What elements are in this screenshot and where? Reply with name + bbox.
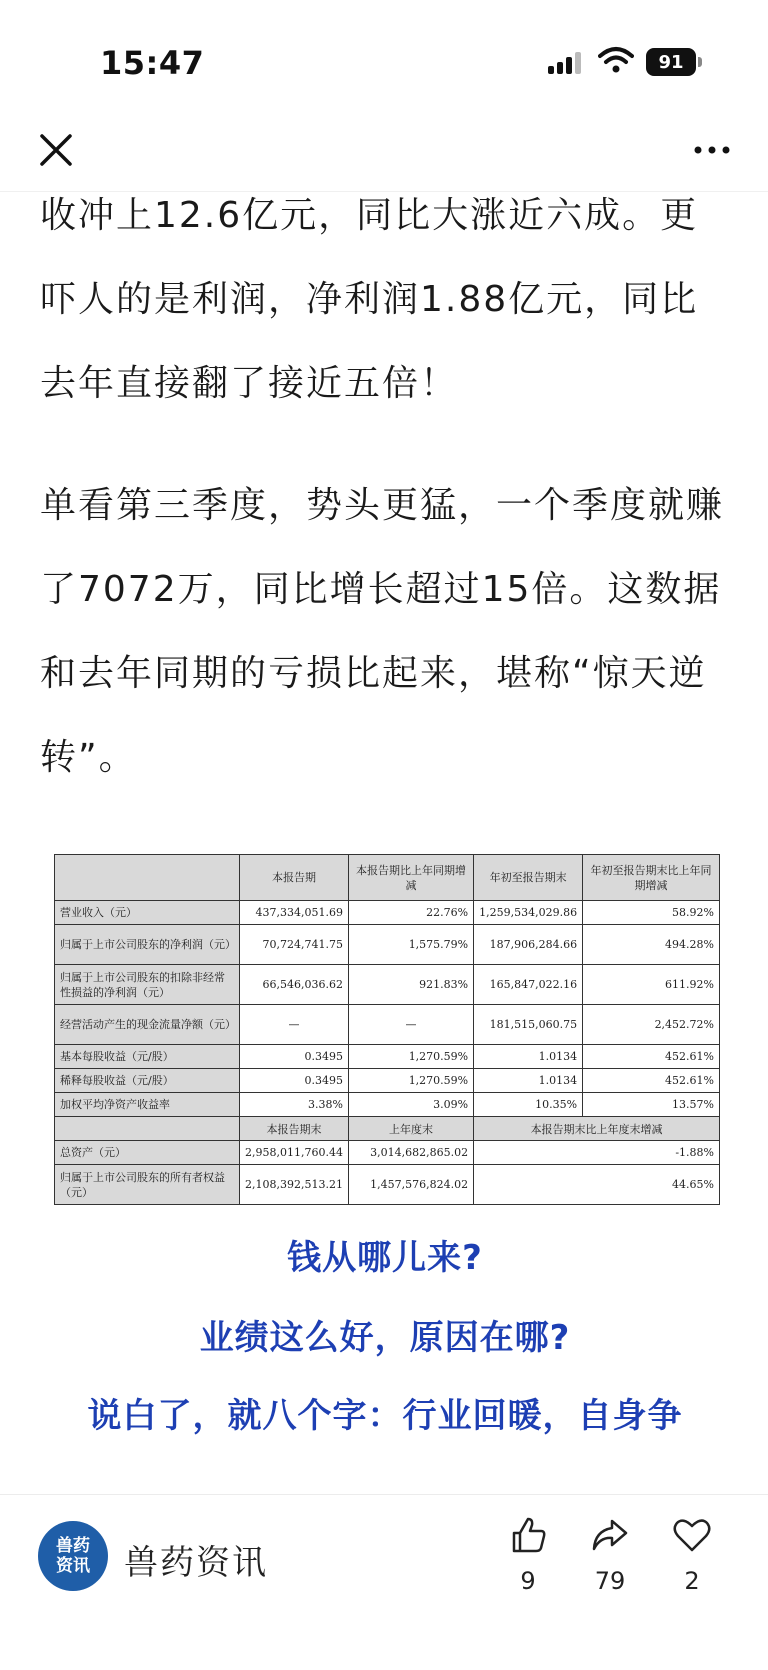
table-cell: 营业收入（元）	[55, 901, 240, 925]
table-cell: 2,958,011,760.44	[240, 1141, 349, 1165]
favorite-button[interactable]	[662, 1515, 722, 1595]
financial-table	[54, 854, 720, 1205]
table-cell: 494.28%	[583, 925, 720, 965]
table-cell: 1.0134	[474, 1069, 583, 1093]
battery-icon: 91	[646, 48, 696, 76]
avatar-text: 资讯	[56, 1556, 90, 1576]
highlight-line: 业绩这么好，原因在哪?	[199, 1318, 571, 1358]
table-cell: 66,546,036.62	[240, 965, 349, 1005]
avatar[interactable]	[38, 1521, 108, 1591]
table-header: 年初至报告期末比上年同期增减	[583, 855, 720, 901]
table-cell: —	[348, 1005, 473, 1045]
table-cell: 437,334,051.69	[240, 901, 349, 925]
highlight-line: 说白了，就八个字：行业回暖，自身争	[87, 1396, 683, 1436]
thumbs-up-icon	[508, 1515, 548, 1555]
table-row	[55, 1141, 720, 1165]
table-cell: 稀释每股收益（元/股）	[55, 1069, 240, 1093]
share-button[interactable]	[580, 1515, 640, 1595]
table-header: 年初至报告期末	[474, 855, 583, 901]
table-row	[55, 1165, 720, 1205]
table-cell: 归属于上市公司股东的所有者权益（元）	[55, 1165, 240, 1205]
table-cell: 3,014,682,865.02	[348, 1141, 473, 1165]
highlight-line: 钱从哪儿来?	[287, 1238, 483, 1278]
table-cell: 921.83%	[348, 965, 473, 1005]
table-cell: 归属于上市公司股东的扣除非经常性损益的净利润（元）	[55, 965, 240, 1005]
table-cell: 22.76%	[348, 901, 473, 925]
status-time: 15:47	[100, 44, 205, 82]
like-count: 9	[520, 1567, 536, 1595]
article-paragraph: 收冲上12.6亿元，同比大涨近六成。更吓人的是利润，净利润1.88亿元，同比去年直接翻了接近五倍！	[40, 195, 699, 404]
article-paragraph: 单看第三季度，势头更猛，一个季度就赚了7072万，同比增长超过15倍。这数据和去年同期的亏损比起来，堪称“惊天逆转”。	[40, 485, 725, 778]
table-cell: 总资产（元）	[55, 1141, 240, 1165]
more-icon[interactable]	[692, 140, 732, 160]
nav-bar	[0, 120, 768, 192]
table-cell: 3.09%	[348, 1093, 473, 1117]
table-cell: 1.0134	[474, 1045, 583, 1069]
table-cell: 3.38%	[240, 1093, 349, 1117]
bottom-action-bar	[0, 1494, 768, 1670]
table-subheader: 本报告期末比上年度末增减	[474, 1117, 720, 1141]
financial-table-image	[54, 854, 720, 1205]
table-cell: —	[240, 1005, 349, 1045]
table-cell: 452.61%	[583, 1069, 720, 1093]
table-row	[55, 1005, 720, 1045]
table-subheader: 本报告期末	[240, 1117, 349, 1141]
share-arrow-icon	[590, 1515, 630, 1555]
table-cell: -1.88%	[474, 1141, 720, 1165]
article-body	[40, 192, 730, 1492]
cellular-signal-icon	[548, 52, 584, 76]
wifi-icon	[598, 46, 634, 74]
table-cell: 44.65%	[474, 1165, 720, 1205]
table-cell: 58.92%	[583, 901, 720, 925]
table-subheader: 上年度末	[348, 1117, 473, 1141]
table-row	[55, 1093, 720, 1117]
heart-icon	[672, 1515, 712, 1555]
table-header	[55, 855, 240, 901]
table-cell: 1,575.79%	[348, 925, 473, 965]
table-cell: 归属于上市公司股东的净利润（元）	[55, 925, 240, 965]
table-cell: 611.92%	[583, 965, 720, 1005]
table-cell: 10.35%	[474, 1093, 583, 1117]
table-cell	[55, 1117, 240, 1141]
table-cell: 187,906,284.66	[474, 925, 583, 965]
table-cell: 2,452.72%	[583, 1005, 720, 1045]
table-cell: 0.3495	[240, 1045, 349, 1069]
table-row	[55, 1069, 720, 1093]
share-count: 79	[594, 1567, 626, 1595]
table-cell: 70,724,741.75	[240, 925, 349, 965]
table-header: 本报告期比上年同期增减	[348, 855, 473, 901]
table-header: 本报告期	[240, 855, 349, 901]
table-row	[55, 925, 720, 965]
table-row	[55, 1045, 720, 1069]
table-cell: 0.3495	[240, 1069, 349, 1093]
account-name[interactable]: 兽药资讯	[124, 1543, 268, 1583]
table-row	[55, 965, 720, 1005]
table-cell: 1,270.59%	[348, 1045, 473, 1069]
like-button[interactable]	[498, 1515, 558, 1595]
table-cell: 加权平均净资产收益率	[55, 1093, 240, 1117]
table-cell: 452.61%	[583, 1045, 720, 1069]
avatar-text: 兽药	[56, 1536, 90, 1556]
table-cell: 181,515,060.75	[474, 1005, 583, 1045]
table-cell: 2,108,392,513.21	[240, 1165, 349, 1205]
table-cell: 1,457,576,824.02	[348, 1165, 473, 1205]
close-icon[interactable]	[36, 130, 76, 170]
table-row	[55, 901, 720, 925]
table-cell: 1,270.59%	[348, 1069, 473, 1093]
table-subheader-row	[55, 1117, 720, 1141]
table-cell: 基本每股收益（元/股）	[55, 1045, 240, 1069]
table-cell: 1,259,534,029.86	[474, 901, 583, 925]
favorite-count: 2	[684, 1567, 700, 1595]
table-cell: 13.57%	[583, 1093, 720, 1117]
table-cell: 165,847,022.16	[474, 965, 583, 1005]
table-cell: 经营活动产生的现金流量净额（元）	[55, 1005, 240, 1045]
status-bar	[0, 0, 768, 120]
